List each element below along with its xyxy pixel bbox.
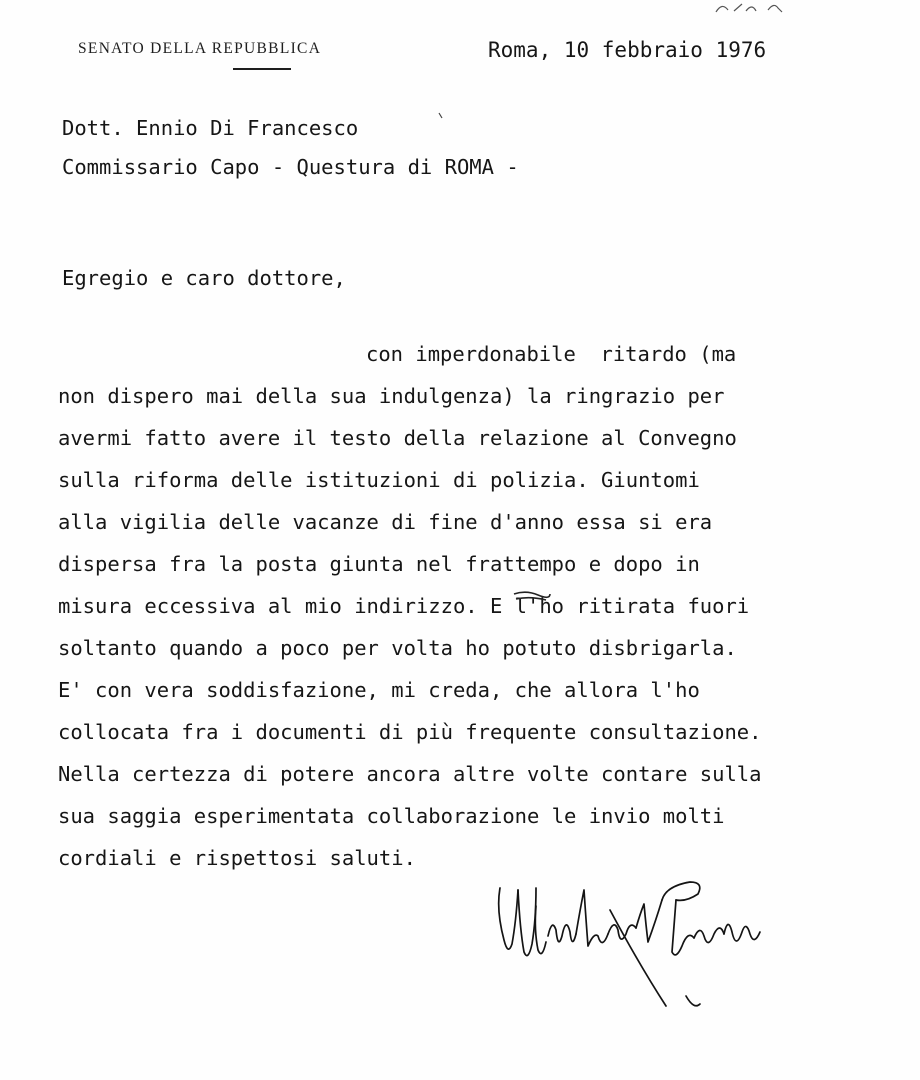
body-line: Nella certezza di potere ancora altre volte contare sulla [58,762,762,786]
letterhead-underline [233,68,291,70]
body-line: dispersa fra la posta giunta nel frattempo e dopo in [58,552,700,576]
body-line: soltanto quando a poco per volta ho potuto disbrigarla. [58,636,737,660]
letterhead: SENATO DELLA REPUBBLICA [78,40,322,57]
body-line: sulla riforma delle istituzioni di polizia. Giuntomi [58,468,700,492]
ink-speck [438,112,444,120]
strikeout-mark [512,586,552,606]
handwritten-corner-annotation [712,0,792,14]
body-line: misura eccessiva al mio indirizzo. E l'ho ritirata fuori [58,594,750,618]
body-line: sua saggia esperimentata collaborazione le invio molti [58,804,725,828]
salutation: Egregio e caro dottore, [62,266,346,290]
body-line: avermi fatto avere il testo della relazione al Convegno [58,426,737,450]
recipient-role: Commissario Capo - Questura di ROMA - [62,155,519,179]
handwritten-signature [490,870,770,1010]
body-line: E' con vera soddisfazione, mi creda, che allora l'ho [58,678,700,702]
body-line: con imperdonabile ritardo (ma [366,342,737,366]
body-line: alla vigilia delle vacanze di fine d'anno essa si era [58,510,713,534]
recipient-name: Dott. Ennio Di Francesco [62,116,359,140]
body-line: non dispero mai della sua indulgenza) la ringrazio per [58,384,725,408]
letter-date: Roma, 10 febbraio 1976 [488,38,767,62]
body-line: cordiali e rispettosi saluti. [58,846,416,870]
body-line: collocata fra i documenti di più frequente consultazione. [58,720,762,744]
